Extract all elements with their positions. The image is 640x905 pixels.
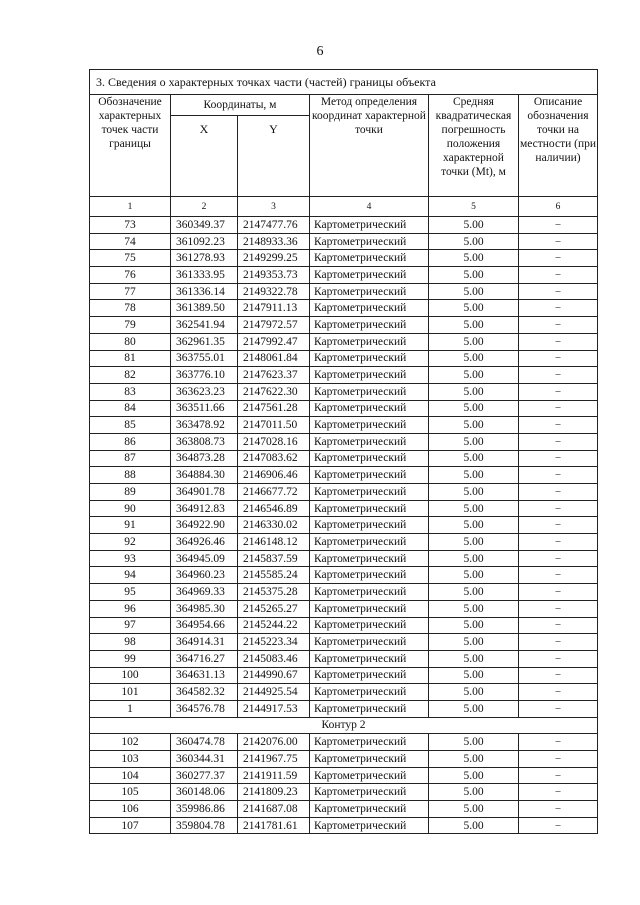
coord-y: 2149353.73 [238, 267, 310, 284]
error-value: 5.00 [429, 684, 519, 701]
error-value: 5.00 [429, 467, 519, 484]
table-row [90, 817, 598, 834]
method: Картометрический [310, 217, 429, 234]
description: – [519, 484, 598, 501]
error-value: 5.00 [429, 517, 519, 534]
coord-x: 361092.23 [171, 233, 238, 250]
description: – [519, 250, 598, 267]
point-id: 80 [90, 333, 171, 350]
coord-y: 2149299.25 [238, 250, 310, 267]
coord-y: 2147028.16 [238, 433, 310, 450]
table-row [90, 367, 598, 384]
point-id: 105 [90, 784, 171, 801]
error-value: 5.00 [429, 233, 519, 250]
method: Картометрический [310, 417, 429, 434]
table-row [90, 767, 598, 784]
error-value: 5.00 [429, 450, 519, 467]
column-number: 4 [310, 197, 429, 217]
column-number: 2 [171, 197, 238, 217]
point-id: 98 [90, 634, 171, 651]
coord-x: 364576.78 [171, 700, 238, 717]
coord-y: 2145837.59 [238, 550, 310, 567]
coord-y: 2141911.59 [238, 767, 310, 784]
point-id: 95 [90, 584, 171, 601]
error-value: 5.00 [429, 250, 519, 267]
method: Картометрический [310, 383, 429, 400]
column-number: 5 [429, 197, 519, 217]
column-number: 6 [519, 197, 598, 217]
method: Картометрический [310, 734, 429, 751]
description: – [519, 233, 598, 250]
table-row [90, 333, 598, 350]
description: – [519, 500, 598, 517]
point-id: 97 [90, 617, 171, 634]
method: Картометрический [310, 484, 429, 501]
error-value: 5.00 [429, 584, 519, 601]
description: – [519, 450, 598, 467]
coord-x: 364901.78 [171, 484, 238, 501]
description: – [519, 634, 598, 651]
table-row [90, 383, 598, 400]
point-id: 101 [90, 684, 171, 701]
error-value: 5.00 [429, 801, 519, 818]
coord-y: 2147011.50 [238, 417, 310, 434]
coord-y: 2149322.78 [238, 283, 310, 300]
coord-x: 364582.32 [171, 684, 238, 701]
description: – [519, 300, 598, 317]
coord-x: 364926.46 [171, 534, 238, 551]
description: – [519, 267, 598, 284]
table-row [90, 400, 598, 417]
coord-x: 364985.30 [171, 600, 238, 617]
contour-label: Контур 2 [90, 717, 598, 734]
point-id: 99 [90, 650, 171, 667]
table-row [90, 317, 598, 334]
error-value: 5.00 [429, 650, 519, 667]
points-body-part2 [90, 734, 598, 834]
coord-x: 364945.09 [171, 550, 238, 567]
error-value: 5.00 [429, 317, 519, 334]
point-id: 73 [90, 217, 171, 234]
point-id: 85 [90, 417, 171, 434]
error-value: 5.00 [429, 400, 519, 417]
header-method: Метод определения координат характерной точки [310, 95, 429, 197]
coord-y: 2142076.00 [238, 734, 310, 751]
coord-y: 2147992.47 [238, 333, 310, 350]
description: – [519, 400, 598, 417]
coord-y: 2146906.46 [238, 467, 310, 484]
error-value: 5.00 [429, 300, 519, 317]
method: Картометрический [310, 250, 429, 267]
method: Картометрический [310, 650, 429, 667]
method: Картометрический [310, 350, 429, 367]
table-row [90, 467, 598, 484]
coord-y: 2147623.37 [238, 367, 310, 384]
coord-x: 364960.23 [171, 567, 238, 584]
method: Картометрический [310, 400, 429, 417]
point-id: 88 [90, 467, 171, 484]
coord-x: 361278.93 [171, 250, 238, 267]
description: – [519, 433, 598, 450]
point-id: 102 [90, 734, 171, 751]
coord-x: 364922.90 [171, 517, 238, 534]
coord-y: 2141687.08 [238, 801, 310, 818]
table-row [90, 217, 598, 234]
coord-y: 2141809.23 [238, 784, 310, 801]
point-id: 92 [90, 534, 171, 551]
point-id: 104 [90, 767, 171, 784]
coord-x: 363776.10 [171, 367, 238, 384]
table-row [90, 417, 598, 434]
coord-y: 2146677.72 [238, 484, 310, 501]
table-row [90, 534, 598, 551]
method: Картометрический [310, 584, 429, 601]
coord-x: 361333.95 [171, 267, 238, 284]
table-row [90, 634, 598, 651]
error-value: 5.00 [429, 734, 519, 751]
error-value: 5.00 [429, 667, 519, 684]
column-number: 3 [238, 197, 310, 217]
table-row [90, 267, 598, 284]
coord-x: 360474.78 [171, 734, 238, 751]
point-id: 1 [90, 700, 171, 717]
coord-y: 2145265.27 [238, 600, 310, 617]
header-description: Описание обозначения точки на местности (при наличии) [519, 95, 598, 197]
method: Картометрический [310, 450, 429, 467]
point-id: 106 [90, 801, 171, 818]
coord-y: 2141781.61 [238, 817, 310, 834]
error-value: 5.00 [429, 700, 519, 717]
method: Картометрический [310, 784, 429, 801]
point-id: 90 [90, 500, 171, 517]
method: Картометрический [310, 300, 429, 317]
coord-x: 363511.66 [171, 400, 238, 417]
method: Картометрический [310, 283, 429, 300]
table-row [90, 650, 598, 667]
description: – [519, 217, 598, 234]
table-row [90, 484, 598, 501]
description: – [519, 567, 598, 584]
header-coordinates: Координаты, м [171, 95, 310, 116]
description: – [519, 550, 598, 567]
method: Картометрический [310, 333, 429, 350]
coord-y: 2145244.22 [238, 617, 310, 634]
error-value: 5.00 [429, 217, 519, 234]
table-row [90, 450, 598, 467]
description: – [519, 684, 598, 701]
coord-y: 2145585.24 [238, 567, 310, 584]
method: Картометрический [310, 817, 429, 834]
table-row [90, 567, 598, 584]
method: Картометрический [310, 317, 429, 334]
coord-y: 2145223.34 [238, 634, 310, 651]
description: – [519, 784, 598, 801]
column-numbers-row [90, 197, 598, 217]
error-value: 5.00 [429, 567, 519, 584]
method: Картометрический [310, 684, 429, 701]
coord-x: 360277.37 [171, 767, 238, 784]
coord-x: 360148.06 [171, 784, 238, 801]
error-value: 5.00 [429, 534, 519, 551]
coord-y: 2141967.75 [238, 751, 310, 768]
coord-x: 359804.78 [171, 817, 238, 834]
coord-x: 364873.28 [171, 450, 238, 467]
header-error: Средняя квадратическая погрешность положения характерной точки (Mt), м [429, 95, 519, 197]
error-value: 5.00 [429, 767, 519, 784]
point-id: 77 [90, 283, 171, 300]
table-row [90, 751, 598, 768]
point-id: 94 [90, 567, 171, 584]
point-id: 93 [90, 550, 171, 567]
coord-x: 364969.33 [171, 584, 238, 601]
table-row [90, 584, 598, 601]
table-row [90, 500, 598, 517]
coord-y: 2144917.53 [238, 700, 310, 717]
point-id: 86 [90, 433, 171, 450]
point-id: 100 [90, 667, 171, 684]
method: Картометрический [310, 751, 429, 768]
description: – [519, 317, 598, 334]
point-id: 76 [90, 267, 171, 284]
description: – [519, 584, 598, 601]
point-id: 79 [90, 317, 171, 334]
method: Картометрический [310, 700, 429, 717]
coord-x: 362961.35 [171, 333, 238, 350]
coord-y: 2147972.57 [238, 317, 310, 334]
method: Картометрический [310, 567, 429, 584]
coord-x: 364912.83 [171, 500, 238, 517]
method: Картометрический [310, 634, 429, 651]
description: – [519, 650, 598, 667]
description: – [519, 700, 598, 717]
error-value: 5.00 [429, 784, 519, 801]
error-value: 5.00 [429, 267, 519, 284]
point-id: 91 [90, 517, 171, 534]
table-row [90, 617, 598, 634]
coord-x: 364716.27 [171, 650, 238, 667]
coord-x: 363755.01 [171, 350, 238, 367]
error-value: 5.00 [429, 383, 519, 400]
coord-y: 2147911.13 [238, 300, 310, 317]
coord-y: 2147477.76 [238, 217, 310, 234]
point-id: 82 [90, 367, 171, 384]
coord-y: 2146330.02 [238, 517, 310, 534]
column-number: 1 [90, 197, 171, 217]
table-row [90, 550, 598, 567]
method: Картометрический [310, 534, 429, 551]
error-value: 5.00 [429, 350, 519, 367]
point-id: 87 [90, 450, 171, 467]
method: Картометрический [310, 600, 429, 617]
method: Картометрический [310, 467, 429, 484]
error-value: 5.00 [429, 550, 519, 567]
table-row [90, 517, 598, 534]
point-id: 74 [90, 233, 171, 250]
coord-y: 2147561.28 [238, 400, 310, 417]
table-row [90, 667, 598, 684]
table-row [90, 684, 598, 701]
method: Картометрический [310, 617, 429, 634]
coord-x: 363808.73 [171, 433, 238, 450]
point-id: 81 [90, 350, 171, 367]
description: – [519, 751, 598, 768]
coord-y: 2144925.54 [238, 684, 310, 701]
error-value: 5.00 [429, 751, 519, 768]
table-row [90, 300, 598, 317]
description: – [519, 734, 598, 751]
error-value: 5.00 [429, 417, 519, 434]
page-number: 6 [316, 44, 324, 59]
description: – [519, 383, 598, 400]
coord-x: 362541.94 [171, 317, 238, 334]
point-id: 103 [90, 751, 171, 768]
header-x: X [171, 116, 238, 197]
error-value: 5.00 [429, 817, 519, 834]
description: – [519, 767, 598, 784]
point-id: 107 [90, 817, 171, 834]
error-value: 5.00 [429, 634, 519, 651]
point-id: 78 [90, 300, 171, 317]
method: Картометрический [310, 550, 429, 567]
points-body-part1 [90, 217, 598, 718]
method: Картометрический [310, 767, 429, 784]
error-value: 5.00 [429, 433, 519, 450]
point-id: 75 [90, 250, 171, 267]
coord-y: 2147083.62 [238, 450, 310, 467]
method: Картометрический [310, 500, 429, 517]
coord-x: 360349.37 [171, 217, 238, 234]
coord-y: 2144990.67 [238, 667, 310, 684]
point-id: 84 [90, 400, 171, 417]
table-row [90, 283, 598, 300]
description: – [519, 283, 598, 300]
description: – [519, 467, 598, 484]
error-value: 5.00 [429, 600, 519, 617]
table-row [90, 784, 598, 801]
header-point-designation: Обозначение характерных точек части границы [90, 95, 171, 197]
table-row [90, 250, 598, 267]
method: Картометрический [310, 267, 429, 284]
description: – [519, 667, 598, 684]
coord-x: 363478.92 [171, 417, 238, 434]
table-row [90, 433, 598, 450]
description: – [519, 534, 598, 551]
table-row [90, 700, 598, 717]
coord-y: 2147622.30 [238, 383, 310, 400]
header-y: Y [238, 116, 310, 197]
coord-y: 2148061.84 [238, 350, 310, 367]
description: – [519, 617, 598, 634]
description: – [519, 367, 598, 384]
error-value: 5.00 [429, 617, 519, 634]
table-row [90, 233, 598, 250]
coord-y: 2146546.89 [238, 500, 310, 517]
method: Картометрический [310, 801, 429, 818]
description: – [519, 350, 598, 367]
coord-x: 360344.31 [171, 751, 238, 768]
method: Картометрический [310, 517, 429, 534]
table-row [90, 801, 598, 818]
description: – [519, 417, 598, 434]
error-value: 5.00 [429, 484, 519, 501]
description: – [519, 333, 598, 350]
section-title: 3. Сведения о характерных точках части (частей) границы объекта [90, 70, 598, 95]
coord-y: 2145083.46 [238, 650, 310, 667]
coord-x: 364954.66 [171, 617, 238, 634]
coord-x: 364884.30 [171, 467, 238, 484]
contour-row [90, 717, 598, 734]
description: – [519, 600, 598, 617]
coord-x: 361336.14 [171, 283, 238, 300]
coord-x: 361389.50 [171, 300, 238, 317]
description: – [519, 801, 598, 818]
table-row [90, 600, 598, 617]
coord-x: 359986.86 [171, 801, 238, 818]
table-row [90, 734, 598, 751]
coord-y: 2146148.12 [238, 534, 310, 551]
method: Картометрический [310, 667, 429, 684]
error-value: 5.00 [429, 500, 519, 517]
method: Картометрический [310, 233, 429, 250]
description: – [519, 517, 598, 534]
method: Картометрический [310, 367, 429, 384]
point-id: 83 [90, 383, 171, 400]
coord-x: 364631.13 [171, 667, 238, 684]
boundary-points-table [89, 69, 598, 834]
description: – [519, 817, 598, 834]
method: Картометрический [310, 433, 429, 450]
error-value: 5.00 [429, 367, 519, 384]
coord-y: 2148933.36 [238, 233, 310, 250]
table-row [90, 350, 598, 367]
coord-x: 364914.31 [171, 634, 238, 651]
error-value: 5.00 [429, 333, 519, 350]
error-value: 5.00 [429, 283, 519, 300]
coord-x: 363623.23 [171, 383, 238, 400]
point-id: 96 [90, 600, 171, 617]
coord-y: 2145375.28 [238, 584, 310, 601]
point-id: 89 [90, 484, 171, 501]
